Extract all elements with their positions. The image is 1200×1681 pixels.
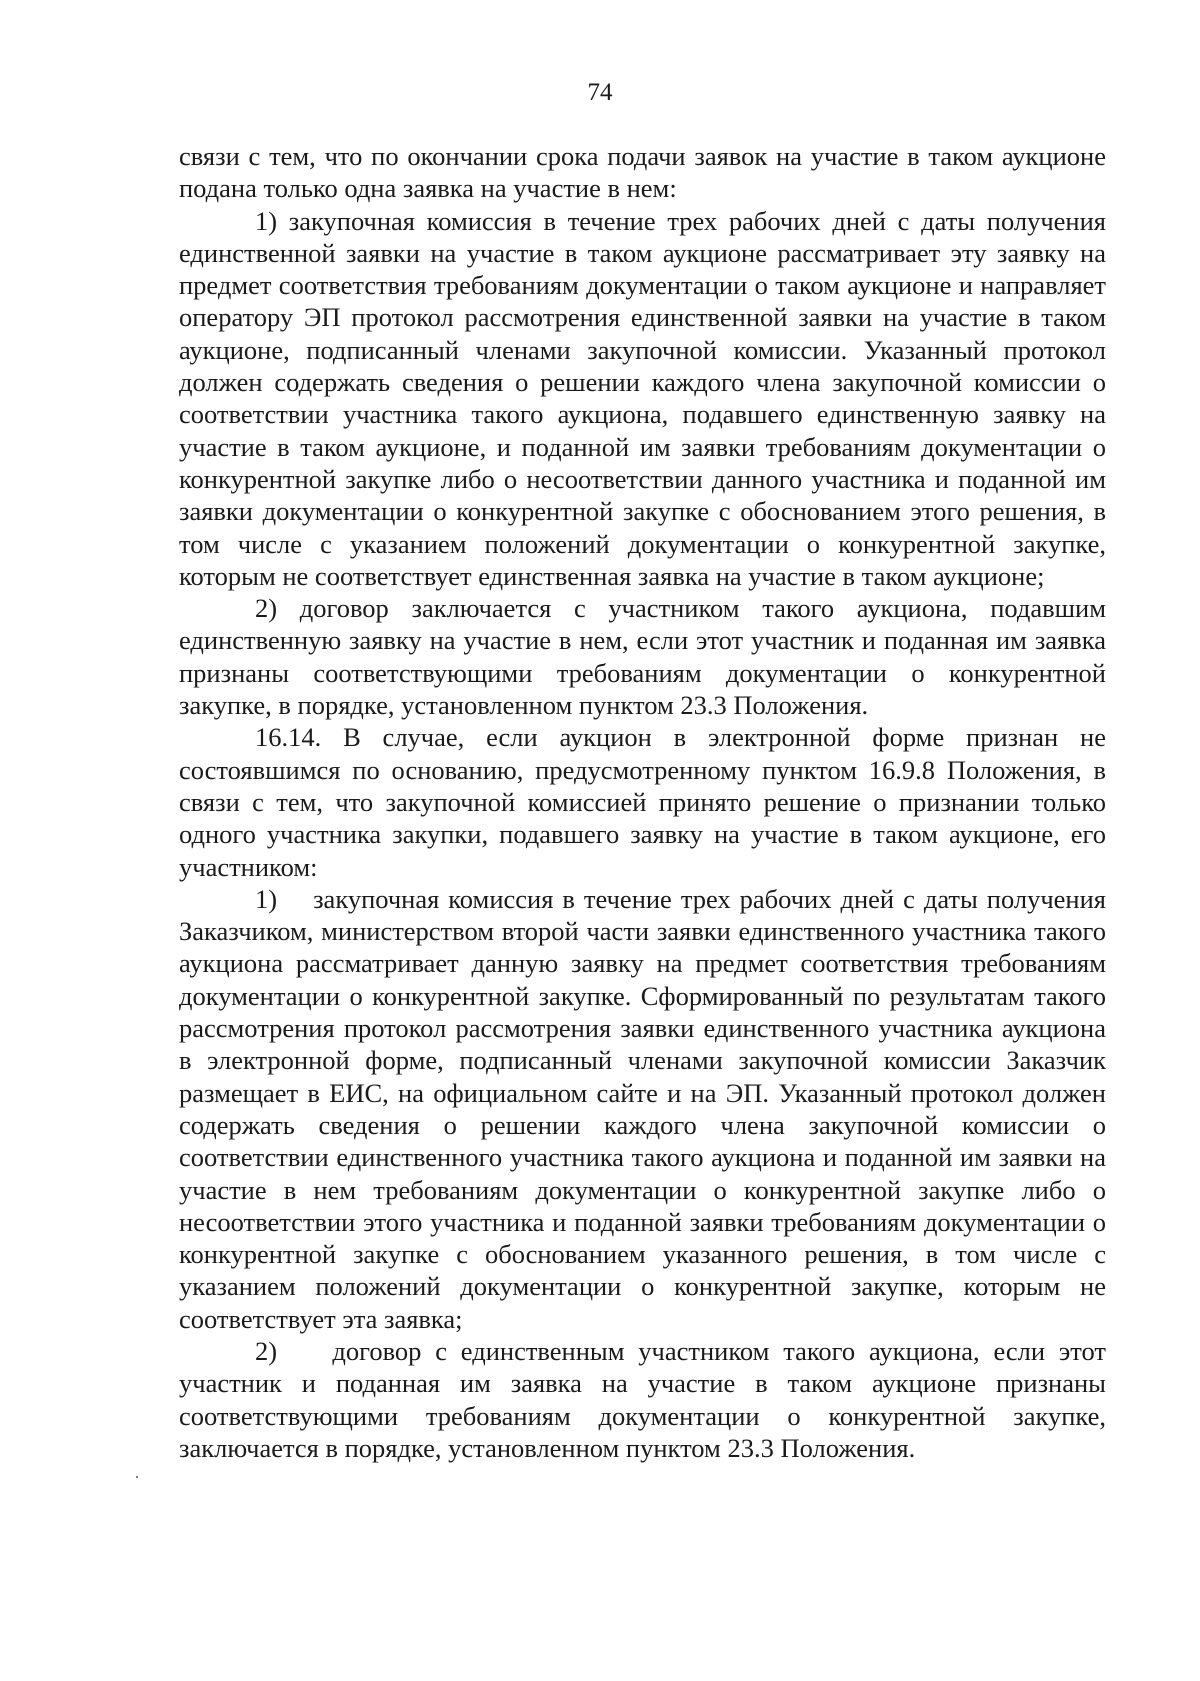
scan-speck bbox=[136, 1476, 138, 1478]
paragraph-clause-16-14: 16.14. В случае, если аукцион в электронной форме признан не состоявшимся по основанию, предусмотренному пунктом 16.9.8 Положения, в связи с тем, что закупочной комиссией принято решение о признании только одного участника закупки, подавшего заявку на участие в таком аукционе, его участником: bbox=[179, 722, 1113, 882]
paragraph-item-1-commission-review: 1) закупочная комиссия в течение трех рабочих дней с даты получения единственной заявки на участие в таком аукционе рассматривает эту заявку на предмет соответствия требованиям документации о таком аукционе и направляет оператору ЭП протокол рассмотрения единственной заявки на участие в таком аукционе, подписанный членами закупочной комиссии. Указанный протокол должен содержать сведения о решении каждого члена закупочной комиссии о соответствии участника такого аукциона, подавшего единственную заявку на участие в таком аукционе, и поданной им заявки требованиям документации о конкурентной закупке либо о несоответствии данного участника и поданной им заявки документации о конкурентной закупке с обоснованием этого решения, в том числе с указанием положений документации о конкурентной закупке, которым не соответствует единственная заявка на участие в таком аукционе; bbox=[179, 205, 1113, 591]
page-number: 74 bbox=[587, 79, 613, 106]
document-body bbox=[179, 140, 1113, 1464]
paragraph-16-14-item-2: 2) договор с единственным участником такого аукциона, если этот участник и поданная им заявка на участие в таком аукционе признаны соответствующими требованиям документации о конкурентной закупке, заключается в порядке, установленном пунктом 23.3 Положения. bbox=[179, 1335, 1113, 1463]
paragraph-16-14-item-1: 1) закупочная комиссия в течение трех рабочих дней с даты получения Заказчиком, министерством второй части заявки единственного участника такого аукциона рассматривает данную заявку на предмет соответствия требованиям документации о конкурентной закупке. Сформированный по результатам такого рассмотрения протокол рассмотрения заявки единственного участника аукциона в электронной форме, подписанный членами закупочной комиссии Заказчик размещает в ЕИС, на официальном сайте и на ЭП. Указанный протокол должен содержать сведения о решении каждого члена закупочной комиссии о соответствии единственного участника такого аукциона и поданной им заявки на участие в нем требованиям документации о конкурентной закупке либо о несоответствии этого участника и поданной заявки требованиям документации о конкурентной закупке с обоснованием указанного решения, в том числе с указанием положений документации о конкурентной закупке, которым не соответствует эта заявка; bbox=[179, 883, 1113, 1334]
paragraph-continuation: связи с тем, что по окончании срока подачи заявок на участие в таком аукционе подана только одна заявка на участие в нем: bbox=[179, 141, 1113, 204]
paragraph-item-2-contract: 2) договор заключается с участником такого аукциона, подавшим единственную заявку на участие в нем, если этот участник и поданная им заявка признаны соответствующими требованиям документации о конкурентной закупке, в порядке, установленном пунктом 23.3 Положения. bbox=[179, 593, 1113, 721]
